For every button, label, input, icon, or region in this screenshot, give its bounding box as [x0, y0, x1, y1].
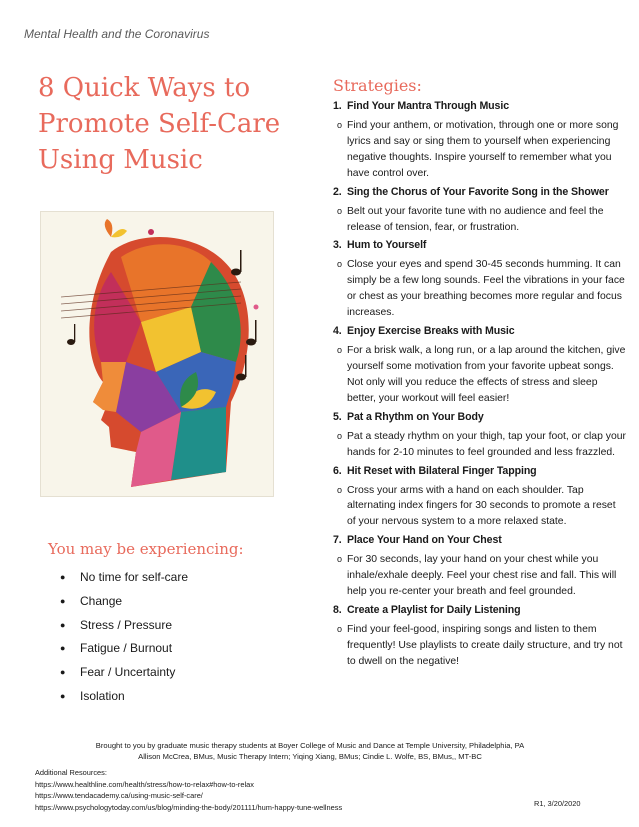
strategy-title — [333, 411, 626, 423]
strategy-description: o Close your eyes and spend 30-45 seconds humming. It can simply be a few long sounds. Feel the vibrations in your face or chest as your breathing becomes more regular and focus increases. — [331, 257, 626, 321]
strategy-title-text: Find Your Mantra Through Music — [347, 100, 509, 112]
credit-block — [0, 740, 620, 762]
strategy-title-text: Place Your Hand on Your Chest — [347, 534, 502, 547]
strategy-title-text: Enjoy Exercise Breaks with Music — [347, 325, 515, 338]
experiencing-list — [60, 566, 188, 709]
musical-head-illustration — [40, 211, 274, 497]
list-item: ● Stress / Pressure — [60, 614, 188, 638]
strategy-number: 7. — [333, 534, 342, 547]
revision-date: R1, 3/20/2020 — [534, 799, 581, 808]
resources-block — [35, 767, 342, 813]
experiencing-heading: You may be experiencing: — [48, 540, 244, 558]
list-item: ● Change — [60, 590, 188, 614]
list-item: ● Isolation — [60, 685, 188, 709]
strategy-description: o Cross your arms with a hand on each shoulder. Tap alternating index fingers for 30 seconds to promote a reset of your nervous system to a more relaxed state. — [331, 483, 626, 531]
strategies-heading: Strategies: — [333, 76, 422, 95]
strategy-number: 8. — [333, 603, 342, 616]
strategy-description: o For 30 seconds, lay your hand on your chest while you inhale/exhale deeply. Feel your chest rise and fall. This will help you re-center your breath and feel grounded. — [331, 552, 626, 600]
strategy-title-text: Hit Reset with Bilateral Finger Tapping — [347, 464, 537, 477]
strategy-number: 3. — [333, 239, 342, 252]
strategy-title — [333, 465, 626, 477]
strategy-description: o Find your feel-good, inspiring songs and listen to them frequently! Use playlists to create daily structure, and try not to dwell on the negative! — [331, 622, 626, 670]
strategy-title — [333, 534, 626, 546]
strategy-title-text: Sing the Chorus of Your Favorite Song in the Shower — [347, 185, 609, 198]
credit-line: Brought to you by graduate music therapy students at Boyer College of Music and Dance at Temple University, Philadelphia, PA — [95, 741, 525, 750]
list-item: ● Fear / Uncertainty — [60, 661, 188, 685]
strategy-number: 5. — [333, 410, 342, 423]
credit-line: Allison McCrea, BMus, Music Therapy Intern; Yiqing Xiang, BMus; Cindie L. Wolfe, BS, BMus,, MT-BC — [138, 752, 482, 761]
strategy-number: 1. — [333, 100, 342, 112]
strategy-title — [333, 604, 626, 616]
strategy-title — [333, 325, 626, 337]
strategy-description: o Find your anthem, or motivation, through one or more song lyrics and say or sing them to yourself when experiencing negative thoughts. Inspire yourself to remember what you have control over. — [331, 118, 626, 182]
strategies-section — [331, 76, 626, 674]
document-header: Mental Health and the Coronavirus — [24, 27, 210, 41]
strategy-title — [333, 100, 626, 112]
resource-link[interactable]: https://www.tendacademy.ca/using-music-self-care/ — [35, 791, 203, 800]
strategy-title-text: Pat a Rhythm on Your Body — [347, 410, 484, 423]
strategy-number: 4. — [333, 325, 342, 338]
resources-label: Additional Resources: — [35, 768, 107, 777]
strategy-description: o Pat a steady rhythm on your thigh, tap your foot, or clap your hands for 2-10 minutes to feel grounded and less frazzled. — [331, 429, 626, 461]
list-item: ● Fatigue / Burnout — [60, 637, 188, 661]
page-title: 8 Quick Ways to Promote Self-Care Using Music — [38, 73, 281, 175]
strategy-description: o For a brisk walk, a long run, or a lap around the kitchen, give yourself some motivation from your favorite upbeat songs. Not only will you reduce the effects of stress and sleep better, your workout will feel easier! — [331, 343, 626, 407]
strategy-title — [333, 239, 626, 251]
strategy-description: o Belt out your favorite tune with no audience and feel the release of tension, fear, or frustration. — [331, 204, 626, 236]
strategy-title-text: Create a Playlist for Daily Listening — [347, 603, 521, 616]
resource-link[interactable]: https://www.healthline.com/health/stress/how-to-relax#how-to-relax — [35, 779, 254, 789]
list-item: ● No time for self-care — [60, 566, 188, 590]
strategy-number: 2. — [333, 185, 342, 198]
strategy-title — [333, 186, 626, 198]
resource-link[interactable]: https://www.psychologytoday.com/us/blog/minding-the-body/201111/hum-happy-tune-wellness — [35, 802, 343, 812]
strategy-title-text: Hum to Yourself — [347, 239, 427, 252]
strategy-number: 6. — [333, 464, 342, 477]
